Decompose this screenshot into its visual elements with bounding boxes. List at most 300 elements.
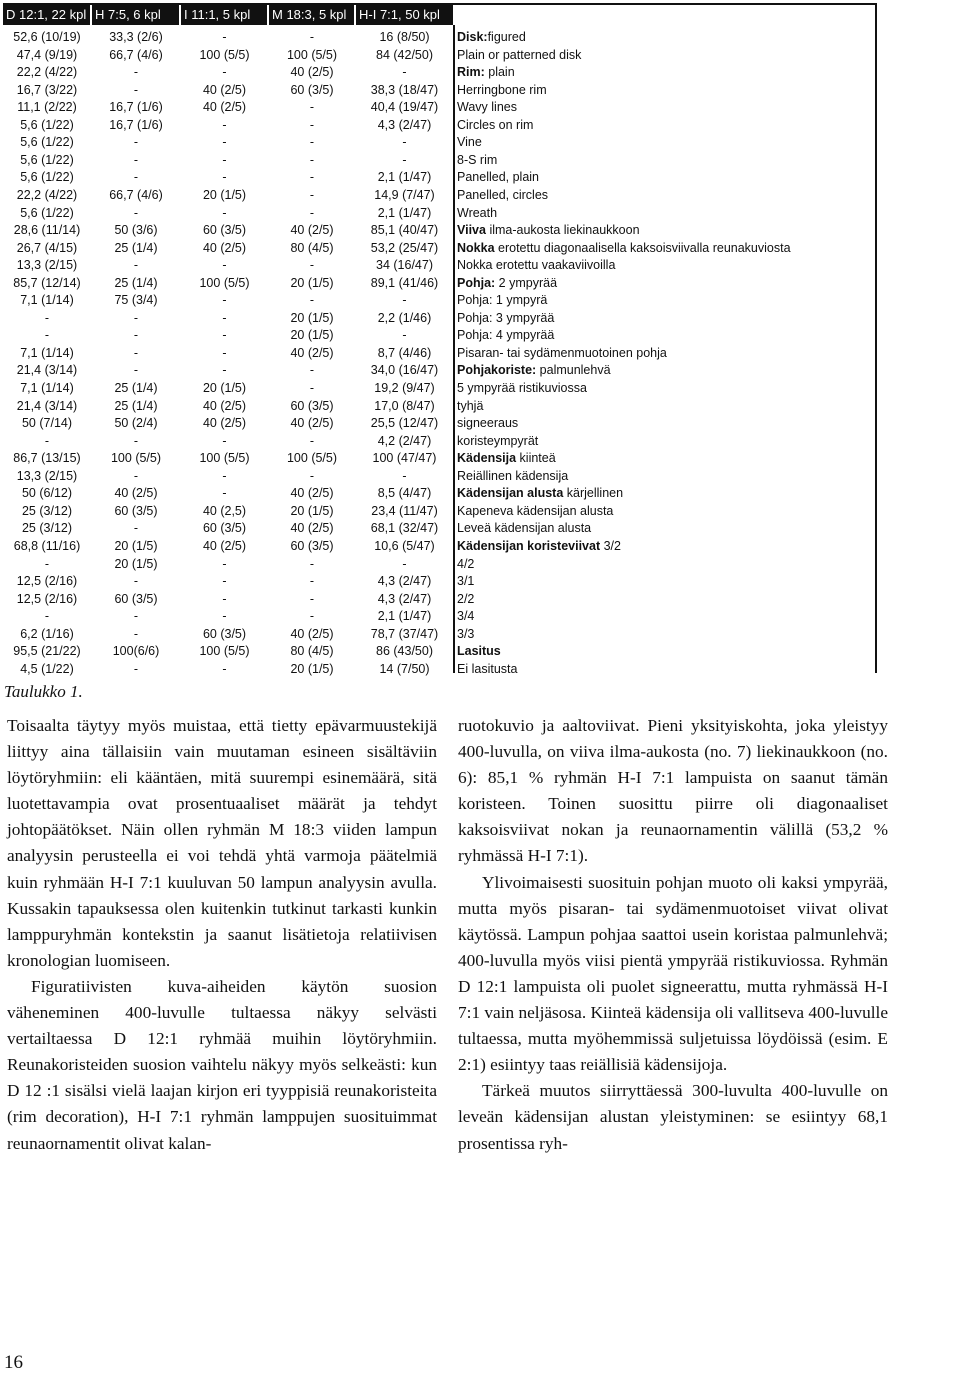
table-row [3, 274, 875, 292]
table-cell: - [402, 293, 407, 308]
table-cell: 4,3 (2/47) [377, 117, 432, 132]
table-cell: - [309, 574, 315, 589]
row-description [455, 449, 556, 467]
table-cell: 4,3 (2/47) [377, 591, 432, 606]
table-cell: - [133, 574, 139, 589]
row-description-bold: Viiva [457, 223, 486, 238]
table-cell: 22,2 (4/22) [16, 65, 78, 80]
row-description [455, 467, 568, 485]
table-cell: 85,7 (12/14) [13, 275, 81, 290]
table-cell: 16,7 (1/6) [109, 100, 163, 115]
table-cell: 25 (1/4) [114, 398, 158, 413]
row-description-bold: Pohjakoriste: [457, 363, 537, 378]
row-description [455, 133, 482, 151]
row-description-text: 5 ympyrää ristikuviossa [457, 381, 587, 395]
table-cell: 25 (3/12) [21, 503, 73, 518]
row-description-text: palmunlehvä [536, 363, 611, 378]
table-cell: 6,2 (1/16) [20, 626, 74, 641]
table-cell: 16 (8/50) [379, 30, 430, 44]
row-description-bold: Rim: [457, 65, 485, 80]
table-cell: 5,6 (1/22) [20, 170, 74, 185]
table-cell: - [133, 328, 139, 343]
table-cell: 23,4 (11/47) [371, 503, 438, 518]
table-cell: 66,7 (4/6) [109, 47, 163, 62]
row-description [455, 572, 474, 590]
table-cell: 40 (2/5) [290, 65, 334, 80]
table-cell: - [44, 609, 50, 624]
row-description [455, 63, 515, 81]
table-cell: - [222, 591, 227, 606]
table-cell: - [222, 293, 227, 308]
table-cell: 40 (2/5) [290, 416, 334, 431]
table-row [3, 63, 875, 81]
row-description [455, 344, 667, 362]
table-cell: 40 (2/5) [290, 626, 334, 641]
table-cell: - [44, 310, 50, 325]
table-row [3, 46, 875, 64]
row-description-text: 3/4 [457, 609, 475, 624]
row-description-text: Pisaran- tai sydämenmuotoinen pohja [457, 345, 667, 360]
table-cell: 53,2 (25/47) [370, 240, 439, 255]
table-row [3, 81, 875, 99]
row-description-text: plain [484, 65, 515, 80]
table-cell: 68,8 (11/16) [13, 538, 81, 553]
row-description [455, 116, 533, 134]
table-cell: 60 (3/5) [202, 223, 247, 238]
table-cell: - [222, 152, 227, 167]
table-row [3, 519, 875, 537]
table-cell: 12,5 (2/16) [16, 591, 78, 606]
table-cell: - [133, 626, 139, 641]
row-description-text: Herringbone rim [457, 82, 547, 97]
paragraph: Tärkeä muutos siirryttäessä 300-luvulta 400-luvulle on leveän kädensijan alustan yleistyminen: se esiintyy 68,1 prosentissa ryh- [458, 1081, 888, 1153]
row-description-text: kärjellinen [563, 486, 624, 501]
row-description-text: Kapeneva kädensijan alusta [457, 503, 614, 518]
row-description [455, 502, 613, 520]
row-description-text: Leveä kädensijan alusta [457, 521, 592, 536]
table-row [3, 397, 875, 415]
table-cell: 25 (1/4) [114, 275, 158, 290]
table-cell: - [309, 363, 315, 378]
table-cell: 20 (1/5) [290, 503, 334, 518]
table-cell: - [222, 574, 227, 589]
table-cell: 2,1 (1/47) [377, 205, 432, 220]
table-cell: 40 (2/5) [202, 82, 247, 97]
table-cell: - [222, 661, 227, 676]
table-cell: - [402, 328, 407, 343]
table-cell: 10,6 (5/47) [374, 538, 435, 553]
table-cell: - [133, 433, 139, 448]
table-row [3, 432, 875, 450]
row-description-text: tyhjä [457, 398, 484, 413]
data-table [3, 3, 877, 676]
header-m18: M 18:3, 5 kpl [269, 5, 354, 25]
table-cell: - [133, 345, 139, 360]
table-cell: 66,7 (4/6) [109, 187, 163, 202]
row-description-text: Pohja: 3 ympyrää [457, 310, 555, 325]
table-cell: - [309, 293, 315, 308]
row-description-text: 2/2 [457, 591, 475, 606]
table-cell: 75 (3/4) [114, 293, 158, 308]
table-cell: - [309, 152, 315, 167]
table-cell: 12,5 (2/16) [16, 574, 78, 589]
row-description-bold: Kädensijan koristeviivat [457, 538, 601, 553]
table-cell: - [309, 468, 315, 483]
row-description [455, 151, 497, 169]
table-row [3, 151, 875, 169]
row-description [455, 642, 501, 660]
row-description [455, 660, 517, 678]
table-cell: 40 (2/5) [290, 521, 334, 536]
table-row [3, 379, 875, 397]
row-description [455, 537, 621, 555]
table-cell: 95,5 (21/22) [13, 644, 81, 659]
row-description [455, 186, 548, 204]
table-cell: 68,1 (32/47) [370, 521, 439, 536]
row-description [455, 361, 611, 379]
table-cell: 13,3 (2/15) [16, 468, 78, 483]
left-column [7, 713, 437, 1157]
table-row [3, 607, 875, 625]
row-description-text: Reiällinen kädensija [457, 468, 569, 483]
table-cell: 86 (43/50) [376, 644, 433, 659]
table-cell: - [133, 609, 139, 624]
table-cell: - [309, 609, 315, 624]
row-description [455, 291, 547, 309]
row-description [455, 204, 497, 222]
table-cell: - [133, 205, 139, 220]
row-description-text: Nokka erotettu vaakaviivoilla [457, 258, 616, 273]
row-description [455, 46, 581, 64]
row-description-text: 8-S rim [457, 152, 498, 167]
row-description [455, 519, 591, 537]
table-row [3, 414, 875, 432]
table-cell: 28,6 (11/14) [13, 223, 81, 238]
table-row [3, 572, 875, 590]
table-cell: 100 (5/5) [199, 644, 250, 659]
table-cell: - [222, 556, 227, 571]
table-cell: - [133, 152, 139, 167]
table-cell: 25 (1/4) [114, 240, 158, 255]
table-row [3, 484, 875, 502]
row-description-text: Wreath [457, 205, 498, 220]
table-cell: - [133, 468, 139, 483]
row-description-text: koristeympyrät [457, 433, 539, 448]
table-row [3, 467, 875, 485]
table-cell: 100 (5/5) [286, 47, 338, 62]
table-cell: 60 (3/5) [290, 538, 334, 553]
table-cell: 25,5 (12/47) [370, 416, 439, 431]
table-cell: 20 (1/5) [290, 661, 334, 676]
table-cell: - [309, 187, 315, 202]
table-cell: 25 (1/4) [114, 381, 158, 395]
table-cell: 2,1 (1/47) [377, 609, 432, 624]
table-cell: - [133, 661, 139, 676]
table-row [3, 116, 875, 134]
table-cell: - [222, 433, 227, 448]
table-cell: - [222, 30, 227, 44]
row-description-text: Wavy lines [457, 100, 517, 115]
table-row [3, 204, 875, 222]
table-cell: - [402, 556, 407, 571]
row-description-text: Panelled, plain [457, 170, 540, 185]
table-row [3, 28, 875, 46]
row-description-text: Pohja: 1 ympyrä [457, 293, 548, 308]
table-cell: 60 (3/5) [114, 591, 158, 606]
table-cell: 50 (7/14) [21, 416, 73, 431]
row-description-text: Vine [457, 135, 482, 150]
row-description [455, 326, 554, 344]
row-description-text: figured [487, 30, 526, 44]
table-cell: 40,4 (19/47) [370, 100, 439, 115]
table-cell: 40 (2/5) [290, 486, 334, 501]
row-description [455, 28, 526, 46]
table-cell: 7,1 (1/14) [20, 345, 74, 360]
table-cell: 40 (2/5) [202, 100, 247, 115]
table-cell: 33,3 (2/6) [109, 30, 163, 44]
row-description [455, 625, 474, 643]
table-cell: 78,7 (37/47) [370, 626, 439, 641]
table-cell: - [222, 468, 227, 483]
table-row [3, 168, 875, 186]
table-cell: 50 (2/4) [114, 416, 158, 431]
table-cell: - [402, 152, 407, 167]
table-row [3, 186, 875, 204]
table-row [3, 625, 875, 643]
row-description [455, 414, 518, 432]
table-cell: 20 (1/5) [290, 275, 334, 290]
table-cell: - [309, 135, 315, 150]
table-cell: - [402, 135, 407, 150]
table-cell: 25 (3/12) [21, 521, 73, 536]
table-cell: 100 (5/5) [110, 451, 162, 466]
row-description-bold: Lasitus [457, 644, 501, 659]
table-cell: 26,7 (4/15) [16, 240, 78, 255]
table-cell: 2,2 (1/46) [377, 310, 432, 325]
table-cell: - [133, 135, 139, 150]
table-row [3, 221, 875, 239]
table-cell: 13,3 (2/15) [16, 258, 78, 273]
row-description [455, 98, 517, 116]
table-cell: - [222, 609, 227, 624]
table-cell: 14 (7/50) [379, 661, 430, 676]
table-cell: 4,5 (1/22) [20, 661, 74, 676]
row-description-text: Plain or patterned disk [457, 47, 582, 62]
row-description-bold: Pohja: [457, 275, 496, 290]
table-cell: - [222, 310, 227, 325]
table-cell: - [309, 117, 315, 132]
table-cell: - [222, 205, 227, 220]
table-cell: 14,9 (7/47) [374, 187, 435, 202]
table-cell: 80 (4/5) [290, 644, 334, 659]
row-description [455, 590, 474, 608]
table-cell: - [222, 117, 227, 132]
table-cell: - [222, 135, 227, 150]
table-cell: 11,1 (2/22) [17, 100, 77, 115]
table-row [3, 502, 875, 520]
table-cell: 19,2 (9/47) [374, 381, 435, 395]
table-cell: - [402, 65, 407, 80]
table-cell: 86,7 (13/15) [13, 451, 81, 466]
table-cell: 60 (3/5) [114, 503, 158, 518]
paragraph: Figuratiivisten kuva-aiheiden käytön suosion väheneminen 400-luvulle tultaessa näkyy selvästi vertailtaessa D 12:1 ryhmää muihin löytöryhmiin. Reunakoristeiden suosion vaihtelu näkyy myös selkeästi: kun D 12 :1 sisälsi vielä laajan kirjon eri tyyppisiä reunakoristeita (rim decoration), H-I 7:1 ryhmän lamppujen suosituimmat reunaornamentit olivat kalan- [7, 976, 437, 1153]
table-cell: - [133, 170, 139, 185]
table-cell: - [44, 328, 50, 343]
table-cell: - [44, 556, 50, 571]
table-cell: 21,4 (3/14) [16, 398, 78, 413]
table-row [3, 590, 875, 608]
table-cell: 50 (6/12) [21, 486, 73, 501]
table-cell: 21,4 (3/14) [16, 363, 78, 378]
row-description-text: signeeraus [457, 416, 519, 431]
table-cell: 4,3 (2/47) [377, 574, 432, 589]
table-cell: - [309, 170, 315, 185]
table-row [3, 98, 875, 116]
table-cell: - [402, 468, 407, 483]
table-cell: - [133, 363, 139, 378]
row-description-bold: Kädensijan alusta [457, 486, 564, 501]
row-description [455, 168, 539, 186]
table-cell: 40 (2/5) [202, 538, 247, 553]
table-cell: - [133, 521, 139, 536]
table-cell: 84 (42/50) [376, 47, 433, 62]
table-cell: 100 (5/5) [286, 451, 338, 466]
table-cell: 20 (1/5) [202, 187, 247, 202]
table-cell: 5,6 (1/22) [20, 117, 74, 132]
table-cell: 100 (5/5) [199, 47, 250, 62]
table-cell: - [309, 591, 315, 606]
paragraph: Toisaalta täytyy myös muistaa, että tietty epävarmuustekijä liittyy aina tällaisiin vain muutaman esineen sisältäviin löytöryhmiin: eli kääntäen, mitä suurempi esinemäärä, sitä luotettavampia ovat prosentuaaliset määrät ja tehdyt johtopäätökset. Näin ollen ryhmän M 18:3 viiden lampun analyysin perusteella ei voi tehdä yhtä varmoja päätelmiä kuin ryhmään H-I 7:1 kuuluvan 50 lampun analyysin avulla. Kussakin tapauksessa olen kuitenkin tutkinut tarkasti kunkin lamppuryhmän kontekstin ja saanut lisätietoja relatiivisen kronologian luomiseen. [7, 716, 437, 970]
table-cell: 8,5 (4/47) [377, 486, 432, 501]
table-cell: 40 (2/5) [290, 345, 334, 360]
table-row [3, 555, 875, 573]
table-row [3, 537, 875, 555]
table-cell: 100 (47/47) [372, 451, 437, 466]
table-cell: 40 (2/5) [202, 416, 247, 431]
row-description-bold: Disk: [457, 30, 488, 44]
table-cell: 52,6 (10/19) [13, 30, 81, 44]
table-cell: 60 (3/5) [290, 398, 334, 413]
table-row [3, 449, 875, 467]
row-description-text: 3/3 [457, 626, 475, 641]
row-description [455, 555, 474, 573]
table-cell: 40 (2/5) [202, 240, 247, 255]
table-row [3, 344, 875, 362]
header-i11: I 11:1, 5 kpl [181, 5, 267, 25]
table-row [3, 133, 875, 151]
row-description-bold: Nokka [457, 240, 495, 255]
row-description-text: Ei lasitusta [457, 661, 518, 676]
table-cell: - [133, 65, 139, 80]
table-cell: - [309, 556, 315, 571]
table-cell: - [309, 205, 315, 220]
table-cell: - [222, 258, 227, 273]
paragraph: Ylivoimaisesti suosituin pohjan muoto oli kaksi ympyrää, mutta myös pisaran- tai sydämenmuotoiset viivat olivat käytössä. Lampun pohjaa saattoi usein koristaa palmunlehvä; 400-luvulla myös viisi pientä ympyrää ristikuviossa. Ryhmän D 12:1 lampuista oli puolet signeerattu, mutta ryhmässä H-I 7:1 vain neljäsosa. Kiinteä kädensija oli vallitseva 400-luvulle tultaessa, mutta myöhemmissä suljetuissa löydöissä (esim. E 2:1) esiintyy taas reiällisiä kädensijoja. [458, 872, 889, 1075]
table-cell: 16,7 (1/6) [109, 117, 163, 132]
table-cell: - [309, 100, 315, 115]
row-description-text: Pohja: 4 ympyrää [457, 328, 555, 343]
row-description-text: erotettu diagonaalisella kaksoisviivalla reunakuviosta [494, 240, 791, 255]
table-cell: 7,1 (1/14) [20, 381, 74, 395]
table-row [3, 291, 875, 309]
table-cell: 89,1 (41/46) [370, 275, 439, 290]
table-cell: - [309, 30, 315, 44]
table-cell: - [222, 345, 227, 360]
table-cell: - [222, 486, 227, 501]
table-cell: - [309, 381, 315, 395]
table-cell: - [309, 433, 315, 448]
table-cell: 34,0 (16/47) [370, 363, 439, 378]
table-row [3, 361, 875, 379]
table-cell: - [222, 170, 227, 185]
table-cell: 5,6 (1/22) [20, 205, 74, 220]
table-cell: 4,2 (2/47) [377, 433, 432, 448]
right-column [458, 713, 888, 1157]
table-cell: 100 (5/5) [199, 275, 250, 290]
page-number: 16 [4, 1352, 23, 1373]
table-cell: 20 (1/5) [114, 538, 158, 553]
table-cell: - [44, 433, 50, 448]
table-cell: 85,1 (40/47) [370, 223, 439, 238]
header-hi7: H-I 7:1, 50 kpl [356, 5, 453, 25]
table-cell: 40 (2/5) [290, 223, 334, 238]
table-cell: 34 (16/47) [376, 258, 433, 273]
row-description-text: kiinteä [516, 451, 556, 466]
table-cell: 38,3 (18/47) [370, 82, 439, 97]
table-cell: - [133, 82, 139, 97]
row-description [455, 432, 538, 450]
row-description-text: 3/1 [457, 574, 475, 589]
table-header [3, 5, 875, 25]
paragraph: ruotokuvio ja aaltoviivat. Pieni yksityiskohta, joka yleistyy 400-luvulla, on viiva ilma-aukosta (no. 7) liekinaukkoon (no. 6): 85,1 % ryhmän H-I 7:1 lampuista on saanut tämän koristeen. Toinen suosittu piirre oli diagonaaliset kaksoisviivat nokan ja reunaornamentin välillä (53,2 % ryhmässä H-I 7:1). [458, 716, 888, 866]
table-row [3, 326, 875, 344]
table-cell: 20 (1/5) [114, 556, 158, 571]
row-description [455, 484, 623, 502]
row-description [455, 274, 557, 292]
table-cell: 50 (3/6) [114, 223, 158, 238]
table-cell: - [222, 363, 227, 378]
row-description [455, 239, 791, 257]
row-description [455, 221, 640, 239]
table-cell: 5,6 (1/22) [20, 152, 74, 167]
table-cell: 40 (2/5) [114, 486, 158, 501]
table-cell: 5,6 (1/22) [20, 135, 74, 150]
table-cell: 20 (1/5) [202, 381, 247, 395]
row-description [455, 397, 483, 415]
table-row [3, 256, 875, 274]
table-cell: 20 (1/5) [290, 328, 334, 343]
table-cell: 40 (2,5) [202, 503, 247, 518]
table-cell: 60 (3/5) [202, 626, 247, 641]
header-h7: H 7:5, 6 kpl [92, 5, 179, 25]
table-cell: 80 (4/5) [290, 240, 334, 255]
row-description-bold: Kädensija [457, 451, 517, 466]
table-cell: 60 (3/5) [202, 521, 247, 536]
table-cell: 16,7 (3/22) [16, 82, 78, 97]
table-cell: 20 (1/5) [290, 310, 334, 325]
row-description-text: 3/2 [600, 538, 621, 553]
table-cell: 47,4 (9/19) [16, 47, 78, 62]
row-description [455, 81, 547, 99]
table-cell: 7,1 (1/14) [20, 293, 74, 308]
table-row [3, 642, 875, 660]
table-cell: - [309, 258, 315, 273]
table-caption: Taulukko 1. [4, 682, 83, 701]
row-description-text: 4/2 [457, 556, 475, 571]
table-cell: - [222, 328, 227, 343]
table-cell: 100 (5/5) [199, 451, 250, 466]
table-cell: - [133, 258, 139, 273]
